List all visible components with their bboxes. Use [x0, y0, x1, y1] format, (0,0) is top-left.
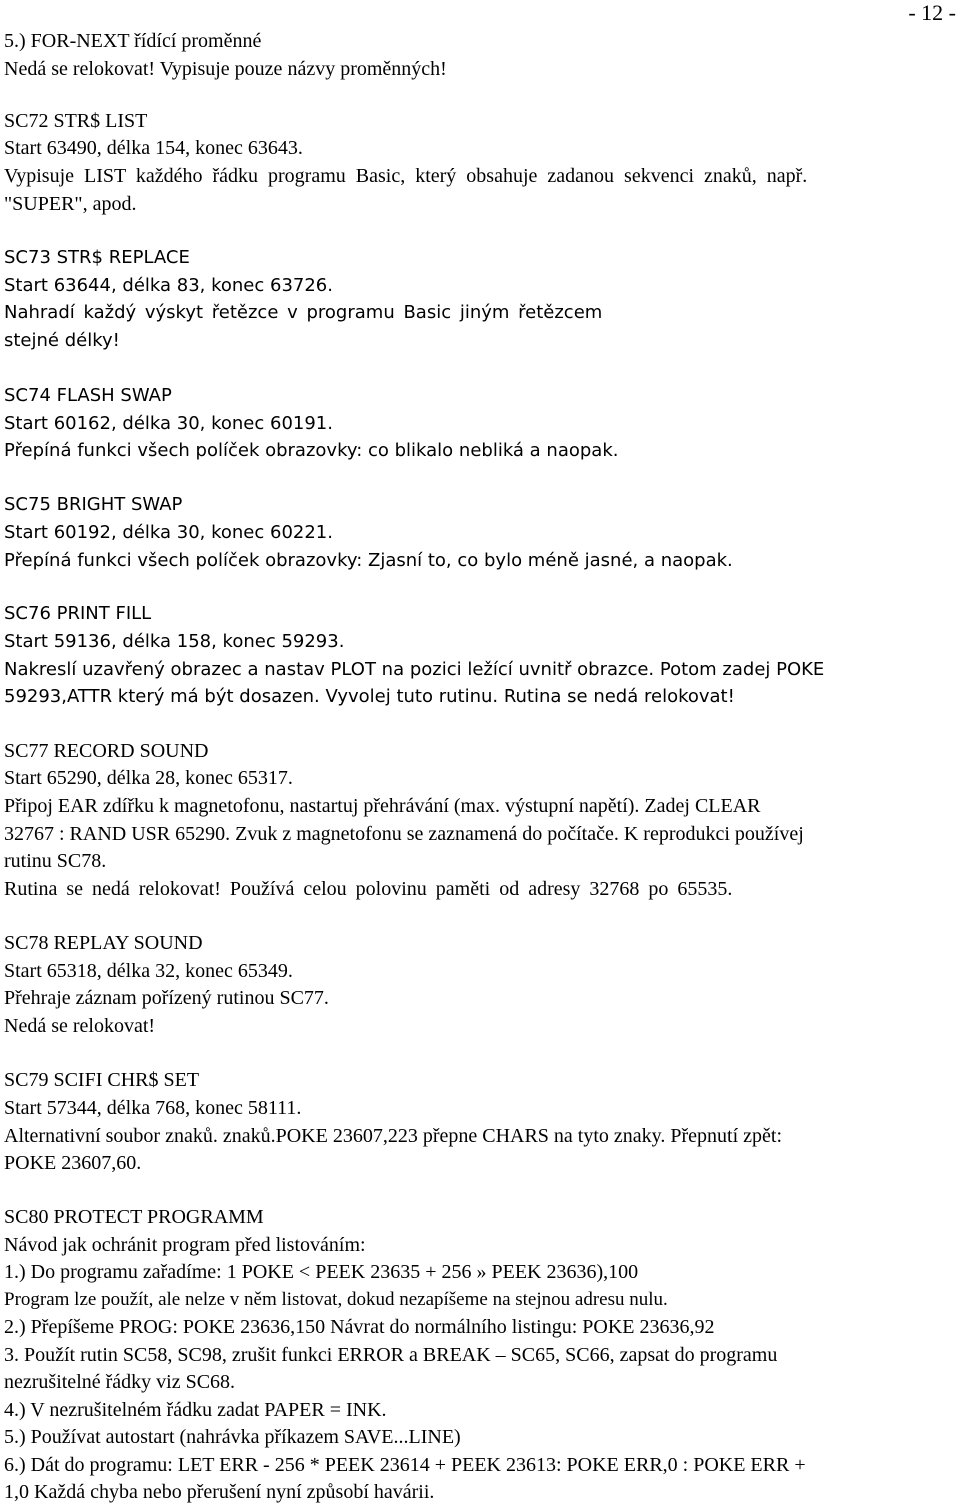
sc76-title: SC76 PRINT FILL	[4, 603, 152, 624]
page-number: - 12 -	[908, 0, 956, 25]
sc77-description-1: Připoj EAR zdířku k magnetofonu, nastartuj přehrávání (max. výstupní napětí). Zadej CLEAR	[4, 795, 761, 817]
sc78-description-2: Nedá se relokovat!	[4, 1015, 156, 1037]
sc72-description-2: "SUPER", apod.	[4, 193, 137, 215]
sc73-title: SC73 STR$ REPLACE	[4, 247, 190, 268]
sc73-description-2: stejné délky!	[4, 330, 120, 351]
sc78-description-1: Přehraje záznam pořízený rutinou SC77.	[4, 987, 329, 1009]
sc76-info: Start 59136, délka 158, konec 59293.	[4, 631, 345, 652]
sc75-description-1: Přepíná funkci všech políček obrazovky: Zjasní to, co bylo méně jasné, a naopak.	[4, 550, 733, 571]
sc80-line-10: 1,0 Každá chyba nebo přerušení nyní způsobí havárii.	[4, 1481, 435, 1503]
sc80-line-9: 6.) Dát do programu: LET ERR - 256 * PEEK 23614 + PEEK 23613: POKE ERR,0 : POKE ERR +	[4, 1454, 806, 1476]
sc78-title: SC78 REPLAY SOUND	[4, 932, 203, 954]
intro-line-2: Nedá se relokovat! Vypisuje pouze názvy proměnných!	[4, 58, 447, 80]
sc74-title: SC74 FLASH SWAP	[4, 385, 172, 406]
sc73-info: Start 63644, délka 83, konec 63726.	[4, 275, 333, 296]
sc80-line-4: 2.) Přepíšeme PROG: POKE 23636,150 Návrat do normálního listingu: POKE 23636,92	[4, 1316, 715, 1338]
sc75-info: Start 60192, délka 30, konec 60221.	[4, 522, 333, 543]
sc77-description-3: rutinu SC78.	[4, 850, 107, 872]
sc79-description-1: Alternativní soubor znaků. znaků.POKE 23607,223 přepne CHARS na tyto znaky. Přepnutí zpět:	[4, 1125, 783, 1147]
sc80-line-5: 3. Použít rutin SC58, SC98, zrušit funkci ERROR a BREAK – SC65, SC66, zapsat do programu	[4, 1344, 778, 1366]
sc80-line-6: nezrušitelné řádky viz SC68.	[4, 1371, 236, 1393]
sc79-title: SC79 SCIFI CHR$ SET	[4, 1069, 200, 1091]
sc80-title: SC80 PROTECT PROGRAMM	[4, 1206, 264, 1228]
sc80-line-8: 5.) Používat autostart (nahrávka příkazem SAVE...LINE)	[4, 1426, 461, 1448]
sc77-description-4: Rutina se nedá relokovat! Používá celou polovinu paměti od adresy 32768 po 65535.	[4, 878, 733, 900]
sc79-description-2: POKE 23607,60.	[4, 1152, 142, 1174]
sc72-title: SC72 STR$ LIST	[4, 110, 148, 132]
sc78-info: Start 65318, délka 32, konec 65349.	[4, 960, 293, 982]
sc76-description-1: Nakreslí uzavřený obrazec a nastav PLOT na pozici ležící uvnitř obrazce. Potom zadej POKE	[4, 659, 825, 680]
sc80-line-7: 4.) V nezrušitelném řádku zadat PAPER = INK.	[4, 1399, 387, 1421]
sc74-info: Start 60162, délka 30, konec 60191.	[4, 413, 333, 434]
sc73-description-1: Nahradí každý výskyt řetězce v programu Basic jiným řetězcem	[4, 302, 603, 323]
sc80-line-3: Program lze použít, ale nelze v něm listovat, dokud nezapíšeme na stejnou adresu nulu.	[4, 1289, 668, 1310]
sc79-info: Start 57344, délka 768, konec 58111.	[4, 1097, 302, 1119]
sc74-description-1: Přepíná funkci všech políček obrazovky: co blikalo nebliká a naopak.	[4, 440, 619, 461]
sc77-info: Start 65290, délka 28, konec 65317.	[4, 767, 293, 789]
sc77-title: SC77 RECORD SOUND	[4, 740, 209, 762]
sc77-description-2: 32767 : RAND USR 65290. Zvuk z magnetofonu se zaznamená do počítače. K reprodukci používej	[4, 823, 804, 845]
sc76-description-2: 59293,ATTR který má být dosazen. Vyvolej tuto rutinu. Rutina se nedá relokovat!	[4, 686, 735, 707]
intro-line-1: 5.) FOR-NEXT řídící proměnné	[4, 30, 262, 52]
sc80-line-2: 1.) Do programu zařadíme: 1 POKE < PEEK 23635 + 256 » PEEK 23636),100	[4, 1261, 639, 1283]
sc80-line-1: Návod jak ochránit program před listováním:	[4, 1234, 366, 1256]
sc72-info: Start 63490, délka 154, konec 63643.	[4, 137, 303, 159]
sc72-description-1: Vypisuje LIST každého řádku programu Basic, který obsahuje zadanou sekvenci znaků, např.	[4, 165, 808, 187]
sc75-title: SC75 BRIGHT SWAP	[4, 494, 183, 515]
